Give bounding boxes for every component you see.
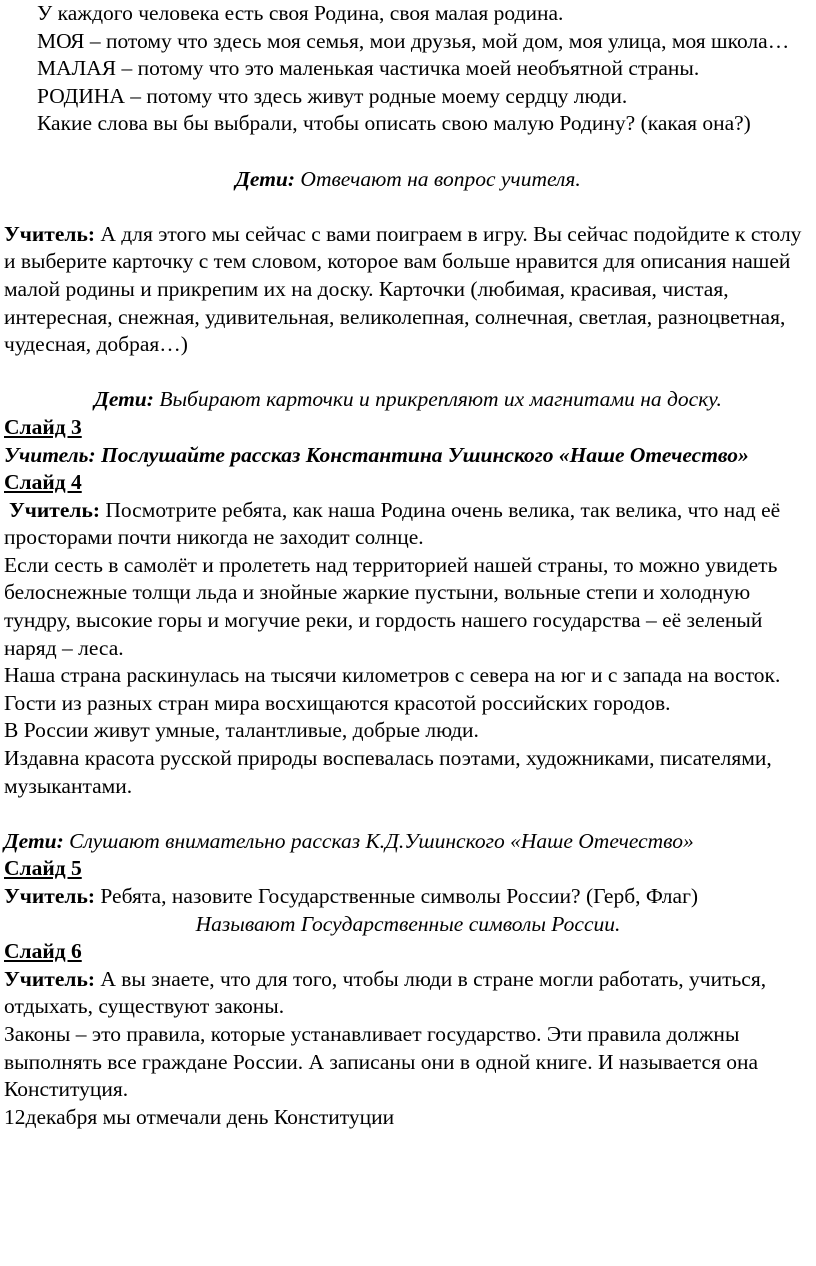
children-response-1: [4, 166, 812, 194]
slide-6-paragraph-1: Законы – это правила, которые устанавливает государство. Эти правила должны выполнять все граждане России. А записаны они в одной книге. И называется она Конституция.: [4, 1021, 759, 1102]
teacher-paragraph-1: [4, 221, 812, 359]
children-label: Дети:: [235, 166, 296, 191]
intro-line-3: МАЛАЯ – потому что это маленькая частичка моей необъятной страны.: [37, 56, 700, 81]
slide-4-teacher: [4, 497, 812, 552]
slide-5-heading: Слайд 5: [4, 856, 82, 881]
teacher-text: А для этого мы сейчас с вами поиграем в игру. Вы сейчас подойдите к столу и выберите карточку с тем словом, которое вам больше нравится для описания нашей малой родины и прикрепим их на доску. Карточки (любимая, красивая, чистая, интересная, снежная, удивительная, великолепная, солнечная, светлая, разноцветная, чудесная, добрая…): [4, 221, 802, 357]
slide-3-heading: Слайд 3: [4, 414, 82, 439]
slide-4-paragraph-4: В России живут умные, талантливые, добрые люди.: [4, 718, 479, 743]
teacher-label: Учитель:: [4, 221, 95, 246]
intro-line-4: РОДИНА – потому что здесь живут родные моему сердцу люди.: [37, 83, 628, 108]
slide-6-teacher: [4, 966, 812, 1021]
slide-4-paragraph-5: Издавна красота русской природы воспевалась поэтами, художниками, писателями, музыкантами.: [4, 746, 772, 798]
intro-line-5: Какие слова вы бы выбрали, чтобы описать свою малую Родину? (какая она?): [37, 111, 751, 136]
intro-line-2: МОЯ – потому что здесь моя семья, мои друзья, мой дом, моя улица, моя школа…: [37, 28, 790, 53]
children-label: Дети:: [94, 387, 154, 412]
intro-line-1: У каждого человека есть своя Родина, своя малая родина.: [37, 1, 564, 25]
slide-4-paragraph-1: Если сесть в самолёт и пролететь над территорией нашей страны, то можно увидеть белоснежные толщи льда и знойные жаркие пустыни, вольные степи и холодную тундру, высокие горы и могучие реки, и гордость нашего государства – её зеленый наряд – леса.: [4, 552, 778, 660]
teacher-text: Ребята, назовите Государственные символы России? (Герб, Флаг): [95, 884, 699, 908]
children-response-3: [4, 828, 812, 856]
children-label: Дети:: [4, 828, 64, 853]
slide-6-heading: Слайд 6: [4, 939, 82, 964]
teacher-label: Учитель:: [4, 884, 95, 908]
teacher-text: А вы знаете, что для того, чтобы люди в стране могли работать, учиться, отдыхать, существуют законы.: [4, 966, 767, 1019]
teacher-text: Посмотрите ребята, как наша Родина очень велика, так велика, что над её просторами почти никогда не заходит солнце.: [4, 497, 781, 550]
slide-5-answer: Называют Государственные символы России.: [195, 911, 621, 936]
children-text: Выбирают карточки и прикрепляют их магнитами на доску.: [153, 387, 722, 412]
children-response-2: [4, 386, 812, 414]
children-text: Отвечают на вопрос учителя.: [295, 166, 581, 191]
children-text: Слушают внимательно рассказ К.Д.Ушинского «Наше Отечество»: [63, 828, 694, 853]
slide-4-heading: Слайд 4: [4, 470, 82, 495]
teacher-label: Учитель:: [9, 497, 100, 522]
slide-4-paragraph-3: Гости из разных стран мира восхищаются красотой российских городов.: [4, 690, 671, 715]
slide-6-paragraph-2: 12декабря мы отмечали день Конституции: [4, 1104, 395, 1129]
slide-5-teacher: [4, 883, 812, 911]
teacher-label: Учитель:: [4, 966, 95, 991]
slide-3-teacher: Учитель: Послушайте рассказ Константина Ушинского «Наше Отечество»: [4, 442, 749, 467]
slide-4-paragraph-2: Наша страна раскинулась на тысячи километров с севера на юг и с запада на восток.: [4, 663, 781, 688]
